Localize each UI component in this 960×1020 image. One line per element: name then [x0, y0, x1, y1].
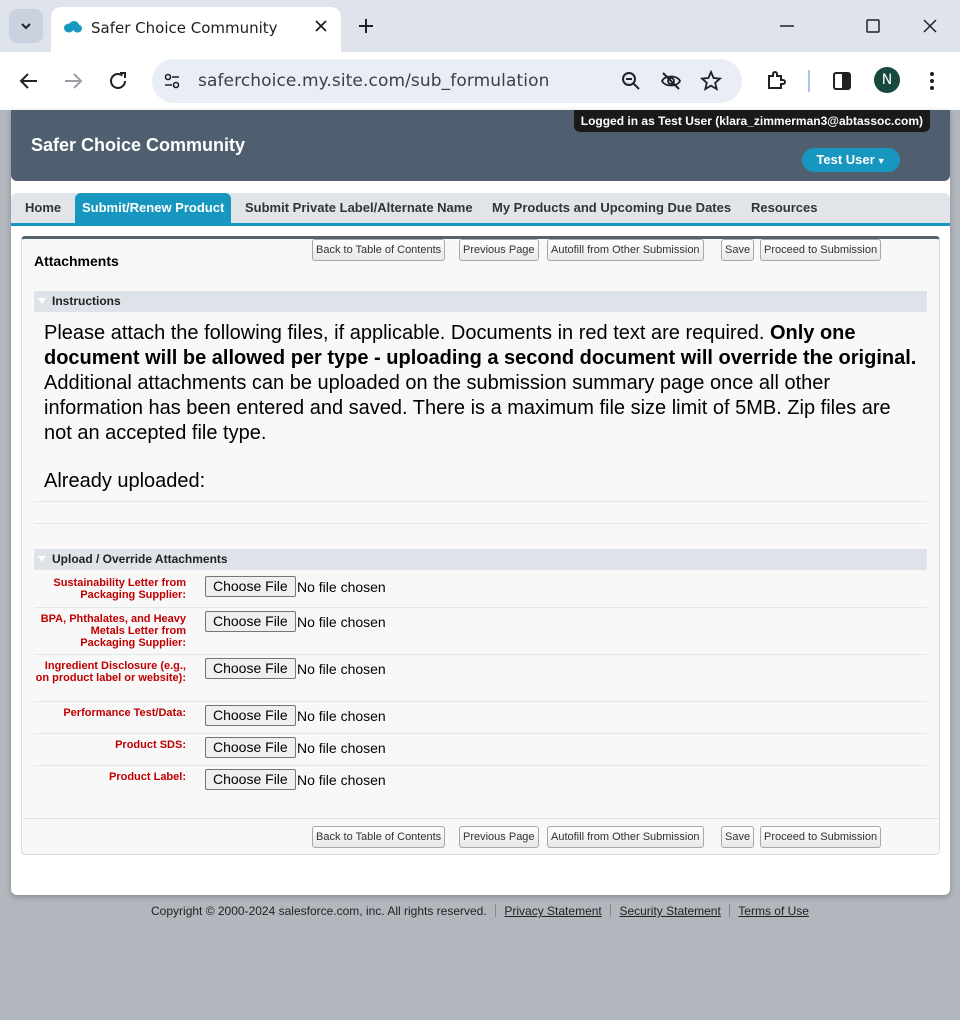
minimize-icon[interactable]: [777, 16, 797, 36]
autofill-button-bottom[interactable]: Autofill from Other Submission: [547, 826, 704, 848]
attachment-label: Product SDS:: [115, 739, 186, 751]
previous-page-button-bottom[interactable]: Previous Page: [459, 826, 539, 848]
user-menu-label: Test User: [816, 152, 875, 167]
star-bookmark-icon[interactable]: [700, 70, 722, 92]
extensions-puzzle-icon[interactable]: [764, 69, 788, 93]
salesforce-cloud-icon: [63, 19, 83, 35]
attachment-label: Sustainability Letter from Packaging Supplier:: [53, 577, 186, 601]
proceed-to-submission-button[interactable]: Proceed to Submission: [760, 239, 881, 261]
nav-submit-private-label[interactable]: Submit Private Label/Alternate Name: [245, 200, 473, 215]
logged-in-status: Logged in as Test User (klara_zimmerman3@abtassoc.com): [574, 110, 930, 132]
collapse-triangle-icon: [38, 298, 46, 304]
instructions-part-1: Please attach the following files, if applicable. Documents in red text are required.: [44, 322, 765, 344]
attachment-row: [34, 734, 927, 766]
file-status: No file chosen: [297, 772, 386, 788]
attachment-label: BPA, Phthalates, and Heavy Metals Letter from Packaging Supplier:: [40, 613, 186, 649]
instructions-section-header[interactable]: [34, 291, 927, 312]
upload-section-title: Upload / Override Attachments: [52, 552, 228, 566]
back-to-toc-button-bottom[interactable]: Back to Table of Contents: [312, 826, 445, 848]
file-status: No file chosen: [297, 614, 386, 630]
attachment-row: [34, 766, 927, 798]
footer-separator: [610, 904, 611, 917]
nav-resources[interactable]: Resources: [751, 200, 818, 215]
instructions-section-title: Instructions: [52, 294, 121, 308]
site-footer: [0, 904, 960, 918]
page-container: [11, 110, 950, 895]
nav-home[interactable]: Home: [25, 200, 62, 215]
instructions-text: [44, 321, 924, 446]
terms-of-use-link[interactable]: Terms of Use: [738, 904, 809, 918]
attachment-label: Ingredient Disclosure (e.g., on product label or website):: [35, 660, 186, 684]
site-settings-icon[interactable]: [162, 71, 182, 91]
browser-toolbar: [0, 52, 960, 110]
choose-file-button[interactable]: Choose File: [205, 769, 296, 790]
close-icon[interactable]: [313, 18, 329, 34]
tab-title: Safer Choice Community: [91, 19, 278, 37]
nav-submit-renew-product[interactable]: Submit/Renew Product: [75, 193, 231, 223]
file-status: No file chosen: [297, 740, 386, 756]
divider: [34, 523, 927, 524]
choose-file-button[interactable]: Choose File: [205, 658, 296, 679]
attachment-label: Performance Test/Data:: [63, 707, 186, 719]
file-status: No file chosen: [297, 661, 386, 677]
already-uploaded-label: Already uploaded:: [44, 470, 206, 492]
copyright-text: Copyright © 2000-2024 salesforce.com, inc. All rights reserved.: [151, 904, 487, 918]
save-button-bottom[interactable]: Save: [721, 826, 754, 848]
panel-header: [22, 239, 939, 283]
forward-arrow-icon[interactable]: [61, 69, 85, 93]
main-nav: [11, 193, 950, 226]
eye-slash-icon[interactable]: [660, 70, 682, 92]
zoom-icon[interactable]: [620, 70, 642, 92]
instructions-part-2: Additional attachments can be uploaded on the submission summary page once all other information has been entered and saved. There is a maximum file size limit of 5MB. Zip files are not an accepted file type.: [44, 372, 891, 444]
site-title: Safer Choice Community: [31, 135, 246, 155]
side-panel-icon[interactable]: [830, 69, 854, 93]
nav-my-products[interactable]: My Products and Upcoming Due Dates: [492, 200, 732, 215]
attachment-row: [34, 571, 927, 608]
security-statement-link[interactable]: Security Statement: [619, 904, 721, 918]
instructions-bold: Only one document will be allowed per type - uploading a second document will override the original.: [44, 322, 917, 369]
toolbar-divider: [808, 70, 810, 92]
url-text: saferchoice.my.site.com/sub_formulation: [198, 71, 550, 91]
footer-separator: [729, 904, 730, 917]
window-close-icon[interactable]: [920, 16, 940, 36]
proceed-to-submission-button-bottom[interactable]: Proceed to Submission: [760, 826, 881, 848]
more-menu-icon[interactable]: [920, 69, 944, 93]
attachments-panel: [21, 236, 940, 855]
file-status: No file chosen: [297, 579, 386, 595]
user-menu-button[interactable]: [802, 148, 900, 172]
reload-icon[interactable]: [106, 69, 130, 93]
file-status: No file chosen: [297, 708, 386, 724]
save-button[interactable]: Save: [721, 239, 754, 261]
attachment-label: Product Label:: [108, 771, 186, 783]
collapse-triangle-icon: [38, 556, 46, 562]
panel-footer-divider: [22, 818, 939, 819]
footer-separator: [495, 904, 496, 917]
autofill-button[interactable]: Autofill from Other Submission: [547, 239, 704, 261]
previous-page-button[interactable]: Previous Page: [459, 239, 539, 261]
site-header: [11, 110, 950, 181]
browser-tab-strip: [0, 0, 960, 52]
tab-search-button[interactable]: [9, 9, 43, 43]
address-bar[interactable]: [152, 59, 742, 103]
choose-file-button[interactable]: Choose File: [205, 737, 296, 758]
back-to-toc-button[interactable]: Back to Table of Contents: [312, 239, 445, 261]
back-arrow-icon[interactable]: [17, 69, 41, 93]
browser-tab[interactable]: [51, 7, 341, 52]
caret-down-icon: ▼: [876, 156, 886, 166]
page-title: Attachments: [34, 253, 119, 269]
choose-file-button[interactable]: Choose File: [205, 611, 296, 632]
attachment-row: [34, 655, 927, 702]
maximize-icon[interactable]: [863, 16, 883, 36]
upload-section-header[interactable]: [34, 549, 927, 570]
chevron-down-icon: [19, 19, 33, 33]
attachment-row: [34, 702, 927, 734]
choose-file-button[interactable]: Choose File: [205, 576, 296, 597]
privacy-statement-link[interactable]: Privacy Statement: [504, 904, 602, 918]
attachment-row: [34, 608, 927, 655]
choose-file-button[interactable]: Choose File: [205, 705, 296, 726]
profile-avatar[interactable]: N: [874, 67, 900, 93]
divider: [34, 501, 927, 502]
new-tab-plus-icon[interactable]: [356, 16, 376, 36]
